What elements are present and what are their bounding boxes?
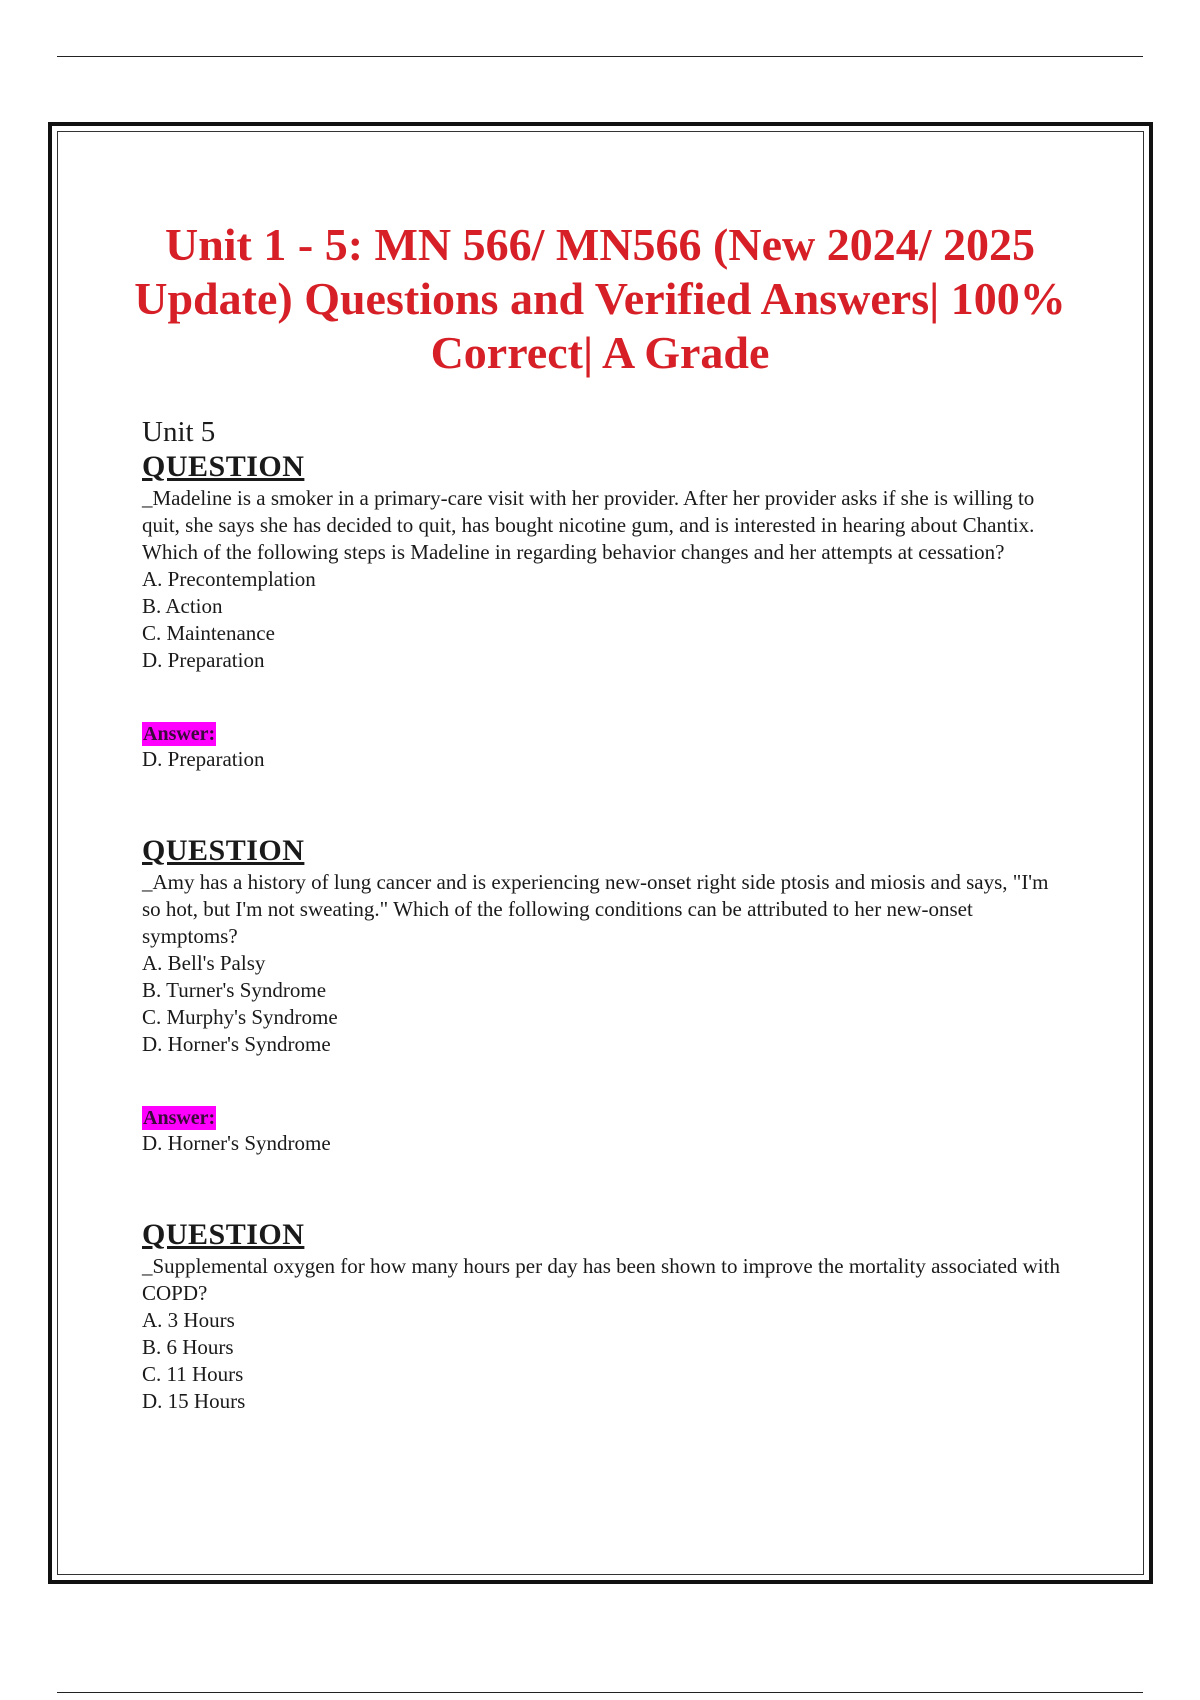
answer-label: Answer: — [143, 723, 216, 745]
answer-label: Answer: — [143, 1107, 216, 1129]
option-b: B. Turner's Syndrome — [142, 978, 327, 1002]
top-rule — [57, 56, 1143, 57]
document-title: Unit 1 - 5: MN 566/ MN566 (New 2024/ 2025 Update) Questions and Verified Answers| 100% Correct| A Grade — [134, 219, 1066, 378]
option-c: C. Maintenance — [142, 621, 275, 645]
answer-value: D. Horner's Syndrome — [142, 1131, 331, 1155]
option-list — [142, 950, 1062, 1058]
question-block-1 — [142, 449, 1062, 773]
option-d: D. Preparation — [142, 648, 265, 672]
bottom-rule — [57, 1692, 1143, 1693]
question-text: _Supplemental oxygen for how many hours per day has been shown to improve the mortality associated with COPD? — [142, 1254, 1060, 1305]
unit-label: Unit 5 — [142, 416, 216, 448]
question-heading: QUESTION — [142, 834, 305, 867]
question-text: _Madeline is a smoker in a primary-care visit with her provider. After her provider asks if she is willing to quit, she says she has decided to quit, has bought nicotine gum, and is interested in hearing about Chantix. Which of the following steps is Madeline in regarding behavior changes and her attempts at cessation? — [142, 486, 1035, 564]
option-c: C. 11 Hours — [142, 1362, 244, 1386]
option-list — [142, 566, 1062, 674]
document-body — [142, 415, 1062, 1415]
option-a: A. Precontemplation — [142, 567, 316, 591]
option-b: B. Action — [142, 594, 223, 618]
option-d: D. Horner's Syndrome — [142, 1032, 331, 1056]
option-b: B. 6 Hours — [142, 1335, 234, 1359]
option-list — [142, 1307, 1062, 1415]
question-block-2 — [142, 833, 1062, 1157]
option-a: A. 3 Hours — [142, 1308, 235, 1332]
option-d: D. 15 Hours — [142, 1389, 246, 1413]
option-c: C. Murphy's Syndrome — [142, 1005, 338, 1029]
option-a: A. Bell's Palsy — [142, 951, 266, 975]
answer-value: D. Preparation — [142, 747, 265, 771]
question-heading: QUESTION — [142, 450, 305, 483]
question-heading: QUESTION — [142, 1218, 305, 1251]
question-text: _Amy has a history of lung cancer and is experiencing new-onset right side ptosis and miosis and says, "I'm so hot, but I'm not sweating." Which of the following conditions can be attributed to her new-onset symptoms? — [142, 870, 1049, 948]
question-block-3 — [142, 1217, 1062, 1415]
